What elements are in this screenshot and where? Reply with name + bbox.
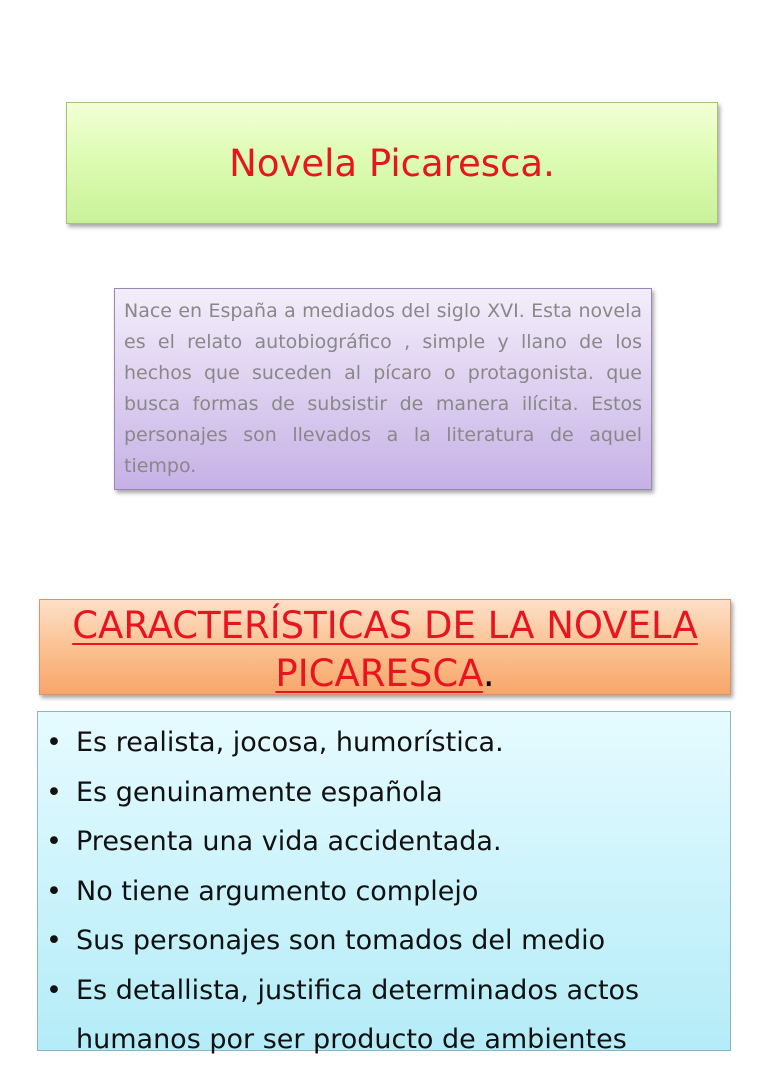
bullet-icon: • [46, 974, 62, 1006]
characteristics-list [46, 718, 730, 1065]
intro-paragraph: Nace en España a mediados del siglo XVI. Esta novela es el relato autobiográfico , simple y llano de los hechos que suceden al pícaro o protagonista. que busca formas de subsistir de manera ilícita. Estos personajes son llevados a la literatura de aquel tiempo. [124, 300, 642, 477]
list-item [46, 916, 730, 966]
heading-line-2 [40, 650, 730, 698]
list-item [46, 718, 730, 768]
list-item-continuation [46, 1015, 730, 1065]
list-item [46, 867, 730, 917]
list-item [46, 966, 730, 1016]
list-item-text: humanos por ser producto de ambientes [76, 1024, 627, 1055]
list-item [46, 817, 730, 867]
heading-line-2-text: PICARESCA [275, 652, 483, 695]
heading-line-1-text: CARACTERÍSTICAS DE LA NOVELA [72, 604, 698, 647]
list-item-text: Sus personajes son tomados del medio [76, 925, 606, 956]
list-item-text: No tiene argumento complejo [76, 875, 479, 907]
bullet-icon: • [46, 727, 62, 758]
title-box [66, 102, 718, 224]
list-item [46, 768, 730, 818]
bullet-icon: • [46, 925, 62, 956]
list-item-text: Presenta una vida accidentada. [76, 826, 502, 857]
slide-title: Novela Picaresca. [229, 141, 555, 185]
list-item-text: Es realista, jocosa, humorística. [76, 727, 504, 758]
list-item-text: Es genuinamente española [76, 776, 443, 808]
characteristics-heading-box [39, 599, 731, 695]
bullet-icon: • [46, 875, 62, 907]
heading-period: . [482, 652, 495, 695]
heading-line-1 [40, 602, 730, 650]
list-item-text: Es detallista, justifica determinados actos [76, 974, 640, 1006]
intro-box [114, 288, 652, 490]
bullet-icon: • [46, 826, 62, 857]
characteristics-list-box [37, 711, 731, 1055]
bullet-icon: • [46, 776, 62, 808]
